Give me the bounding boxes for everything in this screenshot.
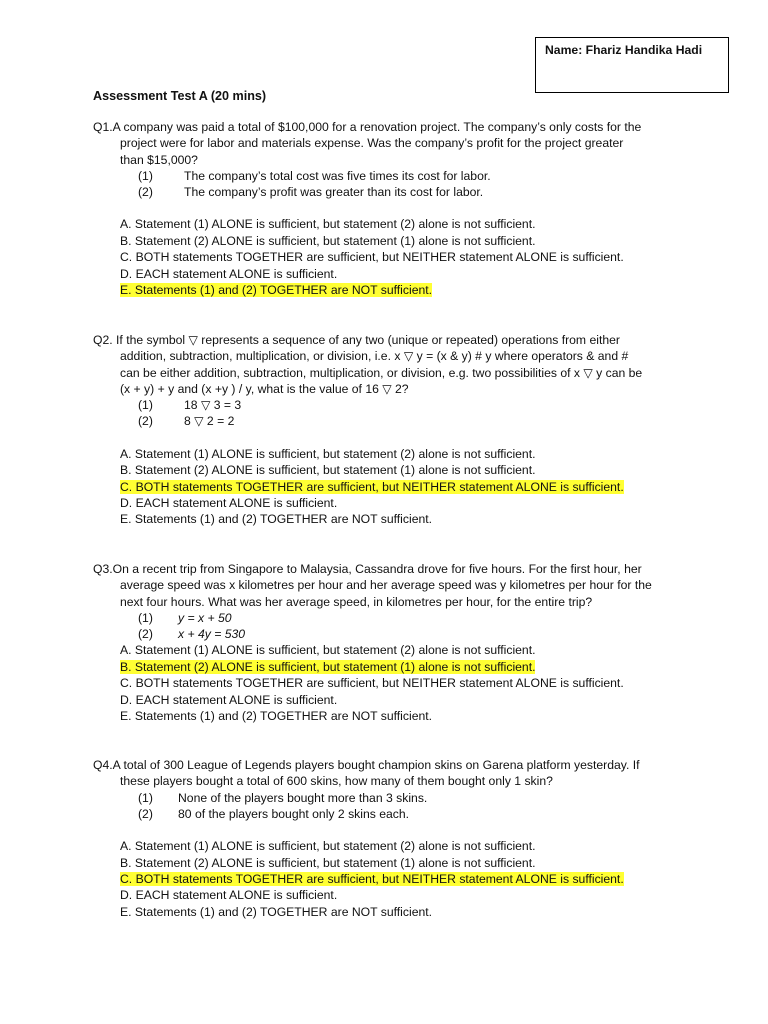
statement-2 bbox=[93, 806, 693, 822]
answer-option-text: D. EACH statement ALONE is sufficient. bbox=[120, 495, 338, 510]
statement-number: (1) bbox=[138, 790, 153, 805]
answer-option-a bbox=[93, 216, 693, 232]
statement-number: (2) bbox=[138, 185, 153, 200]
answer-option-text: E. Statements (1) and (2) TOGETHER are NOT sufficient. bbox=[120, 512, 433, 527]
statement-text: The company’s profit was greater than its cost for labor. bbox=[184, 185, 484, 200]
answer-option-text: B. Statement (2) ALONE is sufficient, but statement (1) alone is not sufficient. bbox=[120, 855, 536, 870]
statement-number: (2) bbox=[138, 414, 153, 429]
highlighted-answer: C. BOTH statements TOGETHER are sufficient, but NEITHER statement ALONE is sufficient. bbox=[120, 479, 624, 494]
answer-option-text: E. Statements (1) and (2) TOGETHER are NOT sufficient. bbox=[120, 904, 433, 919]
question-stem-line: next four hours. What was her average speed, in kilometres per hour, for the entire trip? bbox=[120, 594, 593, 609]
answer-option-e bbox=[93, 282, 693, 298]
question-stem-line: these players bought a total of 600 skins, how many of them bought only 1 skin? bbox=[120, 774, 553, 789]
answer-option-e bbox=[93, 511, 693, 527]
question-stem-line: Q3.On a recent trip from Singapore to Malaysia, Cassandra drove for five hours. For the first hour, her bbox=[93, 562, 642, 576]
answer-option-e bbox=[93, 708, 693, 724]
statement-number: (1) bbox=[138, 610, 153, 625]
answer-option-e bbox=[93, 904, 693, 920]
question-1 bbox=[93, 119, 693, 298]
question-stem-line: addition, subtraction, multiplication, or division, i.e. x ▽ y = (x & y) # y where operators & and # bbox=[120, 349, 629, 364]
statement-text: 18 ▽ 3 = 3 bbox=[184, 398, 242, 413]
statement-2 bbox=[93, 626, 693, 642]
question-stem-line: project were for labor and materials expense. Was the company’s profit for the project greater bbox=[120, 136, 624, 151]
highlighted-answer: B. Statement (2) ALONE is sufficient, but statement (1) alone is not sufficient. bbox=[120, 659, 536, 674]
answer-option-b bbox=[93, 855, 693, 871]
question-2 bbox=[93, 332, 693, 528]
answer-option-text: E. Statements (1) and (2) TOGETHER are NOT sufficient. bbox=[120, 709, 433, 724]
statement-number: (2) bbox=[138, 627, 153, 642]
statement-number: (2) bbox=[138, 806, 153, 821]
answer-option-text: C. BOTH statements TOGETHER are sufficient, but NEITHER statement ALONE is sufficient. bbox=[120, 676, 624, 691]
statement-text: 8 ▽ 2 = 2 bbox=[184, 414, 235, 429]
statement-text: 80 of the players bought only 2 skins each. bbox=[178, 806, 410, 821]
question-stem-line: Q4.A total of 300 League of Legends players bought champion skins on Garena platform yesterday. If bbox=[93, 758, 640, 772]
statement-2 bbox=[93, 184, 693, 200]
answer-option-d bbox=[93, 266, 693, 282]
question-3 bbox=[93, 561, 693, 724]
statement-1 bbox=[93, 397, 693, 413]
question-stem-line: Q1.A company was paid a total of $100,000 for a renovation project. The company’s only costs for the bbox=[93, 120, 642, 134]
answer-option-c bbox=[93, 479, 693, 495]
answer-option-text: A. Statement (1) ALONE is sufficient, but statement (2) alone is not sufficient. bbox=[120, 217, 536, 232]
answer-option-text: B. Statement (2) ALONE is sufficient, but statement (1) alone is not sufficient. bbox=[120, 233, 536, 248]
statement-text: None of the players bought more than 3 skins. bbox=[178, 790, 428, 805]
statement-1 bbox=[93, 790, 693, 806]
answer-option-text: B. Statement (2) ALONE is sufficient, but statement (1) alone is not sufficient. bbox=[120, 463, 536, 478]
statement-number: (1) bbox=[138, 168, 153, 183]
statement-1 bbox=[93, 168, 693, 184]
answer-option-a bbox=[93, 642, 693, 658]
answer-option-d bbox=[93, 495, 693, 511]
answer-option-text: D. EACH statement ALONE is sufficient. bbox=[120, 266, 338, 281]
answer-option-text: A. Statement (1) ALONE is sufficient, but statement (2) alone is not sufficient. bbox=[120, 446, 536, 461]
question-stem-line: than $15,000? bbox=[120, 152, 198, 167]
question-stem-line: can be either addition, subtraction, multiplication, or division, e.g. two possibilities of x ▽ y can be bbox=[120, 365, 643, 380]
answer-option-b bbox=[93, 659, 693, 675]
statement-2 bbox=[93, 413, 693, 429]
question-4 bbox=[93, 757, 693, 920]
answer-option-text: D. EACH statement ALONE is sufficient. bbox=[120, 692, 338, 707]
name-label: Name: Fhariz Handika Hadi bbox=[545, 43, 703, 57]
question-stem-line: (x + y) + y and (x +y ) / y, what is the value of 16 ▽ 2? bbox=[120, 381, 409, 396]
statement-text: x + 4y = 530 bbox=[178, 627, 246, 642]
answer-option-text: A. Statement (1) ALONE is sufficient, but statement (2) alone is not sufficient. bbox=[120, 839, 536, 854]
highlighted-answer: C. BOTH statements TOGETHER are sufficient, but NEITHER statement ALONE is sufficient. bbox=[120, 871, 624, 886]
statement-text: y = x + 50 bbox=[178, 610, 232, 625]
answer-option-a bbox=[93, 838, 693, 854]
answer-option-c bbox=[93, 675, 693, 691]
answer-option-text: A. Statement (1) ALONE is sufficient, but statement (2) alone is not sufficient. bbox=[120, 643, 536, 658]
answer-option-b bbox=[93, 233, 693, 249]
answer-option-text: C. BOTH statements TOGETHER are sufficient, but NEITHER statement ALONE is sufficient. bbox=[120, 250, 624, 265]
name-box bbox=[535, 37, 729, 93]
statement-number: (1) bbox=[138, 398, 153, 413]
answer-option-c bbox=[93, 871, 693, 887]
question-stem-line: average speed was x kilometres per hour and her average speed was y kilometres per hour for the bbox=[120, 578, 652, 593]
answer-option-d bbox=[93, 887, 693, 903]
highlighted-answer: E. Statements (1) and (2) TOGETHER are NOT sufficient. bbox=[120, 283, 433, 298]
answer-option-c bbox=[93, 249, 693, 265]
answer-option-a bbox=[93, 446, 693, 462]
page-title: Assessment Test A (20 mins) bbox=[93, 89, 267, 103]
answer-option-d bbox=[93, 692, 693, 708]
answer-option-b bbox=[93, 462, 693, 478]
statement-text: The company’s total cost was five times its cost for labor. bbox=[184, 168, 491, 183]
statement-1 bbox=[93, 610, 693, 626]
question-stem-line: Q2. If the symbol ▽ represents a sequence of any two (unique or repeated) operations from either bbox=[93, 333, 620, 347]
answer-option-text: D. EACH statement ALONE is sufficient. bbox=[120, 888, 338, 903]
